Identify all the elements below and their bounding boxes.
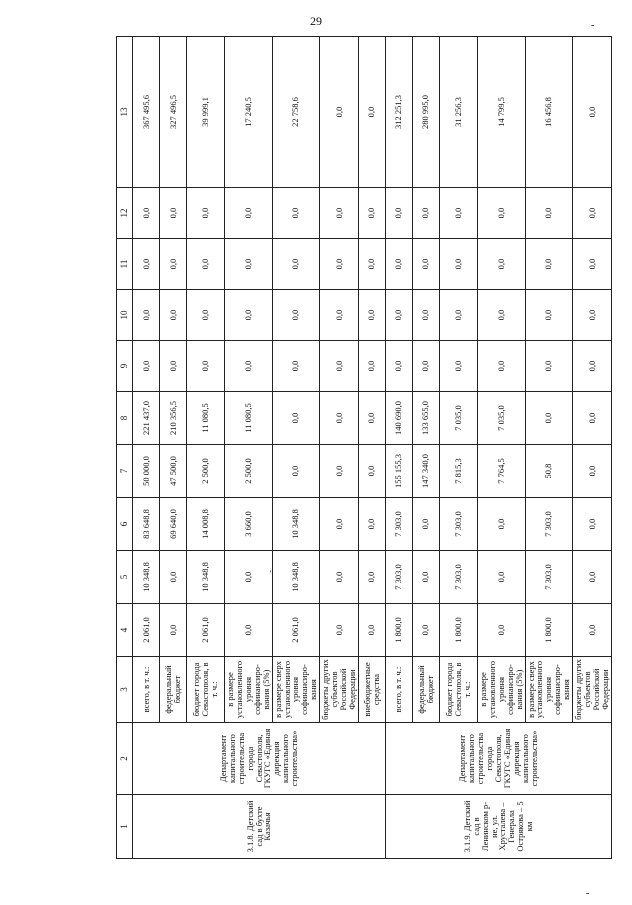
value-cell: 7 815,3: [439, 445, 477, 498]
value-cell: 0,0: [573, 392, 612, 445]
value-cell: 0,0: [439, 341, 477, 392]
value-cell: 0,0: [525, 392, 573, 445]
value-cell: 155 155,3: [385, 445, 412, 498]
margin-mark: -: [591, 20, 595, 31]
value-cell: 14 008,8: [187, 498, 225, 551]
value-cell: 0,0: [573, 239, 612, 290]
stray-mark: ': [270, 569, 272, 578]
value-cell: 0,0: [358, 188, 385, 239]
value-cell: 0,0: [133, 239, 160, 290]
funding-source-label: всего, в т. ч.:: [133, 657, 160, 723]
value-cell: 0,0: [320, 551, 359, 604]
column-header: 5: [117, 551, 133, 604]
value-cell: 50,8: [525, 445, 573, 498]
value-cell: 0,0: [525, 188, 573, 239]
value-cell: 2 061,0: [187, 604, 225, 657]
value-cell: 2 061,0: [272, 604, 320, 657]
value-cell: 11 080,5: [225, 392, 273, 445]
value-cell: 2 500,0: [187, 445, 225, 498]
funding-source-label: бюджеты других субъектов Российской Федерации: [320, 657, 359, 723]
funding-source-label: федеральный бюджет: [160, 657, 187, 723]
value-cell: 1 800,0: [385, 604, 412, 657]
value-cell: 280 995,0: [412, 37, 439, 188]
value-cell: 0,0: [385, 188, 412, 239]
value-cell: 0,0: [439, 290, 477, 341]
value-cell: 16 456,8: [525, 37, 573, 188]
value-cell: 0,0: [477, 188, 525, 239]
value-cell: 0,0: [187, 188, 225, 239]
value-cell: 83 648,8: [133, 498, 160, 551]
funding-source-label: в размере установленного уровня софинансиро-вания (5%): [225, 657, 273, 723]
value-cell: 0,0: [160, 551, 187, 604]
value-cell: 47 500,0: [160, 445, 187, 498]
value-cell: 0,0: [225, 188, 273, 239]
value-cell: 10 348,8: [133, 551, 160, 604]
value-cell: 0,0: [477, 604, 525, 657]
page-number: 29: [310, 14, 322, 28]
value-cell: 0,0: [385, 239, 412, 290]
value-cell: 0,0: [160, 604, 187, 657]
value-cell: 7 303,0: [525, 551, 573, 604]
value-cell: 0,0: [320, 239, 359, 290]
value-cell: 0,0: [573, 604, 612, 657]
value-cell: 7 303,0: [385, 498, 412, 551]
header-row: [117, 37, 133, 859]
value-cell: 0,0: [358, 290, 385, 341]
value-cell: 0,0: [477, 341, 525, 392]
column-header: 6: [117, 498, 133, 551]
value-cell: 10 348,8: [272, 551, 320, 604]
value-cell: 7 303,0: [439, 498, 477, 551]
value-cell: 0,0: [412, 290, 439, 341]
value-cell: 7 035,0: [439, 392, 477, 445]
value-cell: 0,0: [573, 188, 612, 239]
funding-source-label: в размере сверх установленного уровня софинансиро-вания: [272, 657, 320, 723]
value-cell: 3 660,0: [225, 498, 273, 551]
value-cell: 11 080,5: [187, 392, 225, 445]
value-cell: 0,0: [525, 290, 573, 341]
value-cell: 0,0: [358, 445, 385, 498]
value-cell: 0,0: [320, 392, 359, 445]
value-cell: 0,0: [320, 188, 359, 239]
value-cell: 0,0: [320, 37, 359, 188]
funding-source-label: федеральный бюджет: [412, 657, 439, 723]
column-header: 10: [117, 290, 133, 341]
value-cell: 0,0: [525, 341, 573, 392]
value-cell: 140 690,0: [385, 392, 412, 445]
value-cell: 39 999,1: [187, 37, 225, 188]
value-cell: 0,0: [272, 239, 320, 290]
value-cell: 0,0: [187, 239, 225, 290]
margin-mark: -: [586, 888, 590, 899]
value-cell: 0,0: [358, 498, 385, 551]
funding-source-label: внебюджетные средства: [358, 657, 385, 723]
funding-source-label: бюджет города Севастополя, в т. ч.:: [187, 657, 225, 723]
value-cell: 0,0: [133, 290, 160, 341]
value-cell: 0,0: [160, 239, 187, 290]
value-cell: 0,0: [385, 341, 412, 392]
value-cell: 69 640,0: [160, 498, 187, 551]
value-cell: 7 035,0: [477, 392, 525, 445]
value-cell: 147 340,0: [412, 445, 439, 498]
value-cell: 0,0: [358, 392, 385, 445]
department-cell: Департамент капитального строительства города Севастополя, ГКУГС «Единая дирекция капитального строительства»: [385, 723, 611, 795]
funding-source-label: всего, в т. ч.:: [385, 657, 412, 723]
value-cell: 0,0: [439, 239, 477, 290]
value-cell: 22 758,6: [272, 37, 320, 188]
column-header: 7: [117, 445, 133, 498]
value-cell: 0,0: [412, 188, 439, 239]
value-cell: 0,0: [187, 290, 225, 341]
value-cell: 0,0: [439, 188, 477, 239]
value-cell: 133 655,0: [412, 392, 439, 445]
value-cell: 0,0: [573, 498, 612, 551]
value-cell: 0,0: [358, 37, 385, 188]
value-cell: 0,0: [477, 290, 525, 341]
value-cell: 327 496,5: [160, 37, 187, 188]
value-cell: 0,0: [187, 341, 225, 392]
value-cell: 0,0: [320, 290, 359, 341]
funding-source-label: в размере установленного уровня софинансиро-вания (5%): [477, 657, 525, 723]
value-cell: 0,0: [477, 498, 525, 551]
column-header: 1: [117, 795, 133, 859]
value-cell: 0,0: [573, 341, 612, 392]
value-cell: 0,0: [358, 551, 385, 604]
value-cell: 0,0: [225, 341, 273, 392]
value-cell: 10 348,8: [187, 551, 225, 604]
table-row: [133, 37, 160, 859]
value-cell: 0,0: [272, 290, 320, 341]
value-cell: 17 240,5: [225, 37, 273, 188]
value-cell: 0,0: [573, 445, 612, 498]
value-cell: 0,0: [412, 239, 439, 290]
object-name-cell: 3.1.9. Детский сад в Ленинском р-не, ул. Хрусталева – Генерала Острякова – 5 км: [385, 795, 611, 859]
value-cell: 0,0: [160, 290, 187, 341]
value-cell: 0,0: [160, 341, 187, 392]
value-cell: 0,0: [573, 37, 612, 188]
value-cell: 7 764,5: [477, 445, 525, 498]
column-header: 4: [117, 604, 133, 657]
value-cell: 0,0: [133, 341, 160, 392]
value-cell: 2 500,0: [225, 445, 273, 498]
value-cell: 210 356,5: [160, 392, 187, 445]
value-cell: 0,0: [225, 551, 273, 604]
budget-table: [116, 36, 612, 859]
value-cell: 31 256,3: [439, 37, 477, 188]
value-cell: 7 303,0: [439, 551, 477, 604]
value-cell: 0,0: [358, 239, 385, 290]
object-name-cell: 3.1.8. Детский сад в бухте Казачья: [133, 795, 386, 859]
funding-source-label: в размере сверх установленного уровня софинансиро-вания: [525, 657, 573, 723]
value-cell: 50 000,0: [133, 445, 160, 498]
value-cell: 0,0: [225, 290, 273, 341]
value-cell: 0,0: [320, 498, 359, 551]
column-header: 8: [117, 392, 133, 445]
value-cell: 14 799,5: [477, 37, 525, 188]
column-header: 12: [117, 188, 133, 239]
value-cell: 0,0: [225, 604, 273, 657]
column-header: 2: [117, 723, 133, 795]
value-cell: 0,0: [412, 498, 439, 551]
funding-source-label: бюджет города Севастополя, в т. ч.:: [439, 657, 477, 723]
value-cell: 0,0: [133, 188, 160, 239]
value-cell: 312 251,3: [385, 37, 412, 188]
value-cell: 0,0: [358, 604, 385, 657]
value-cell: 0,0: [477, 551, 525, 604]
value-cell: 0,0: [412, 604, 439, 657]
table-row: [385, 37, 412, 859]
value-cell: 0,0: [272, 341, 320, 392]
value-cell: 0,0: [573, 551, 612, 604]
value-cell: 0,0: [272, 392, 320, 445]
department-cell: Департамент капитального строительства города Севастополя, ГКУГС «Единая дирекция капитального строительства»: [133, 723, 386, 795]
value-cell: 1 800,0: [439, 604, 477, 657]
value-cell: 0,0: [573, 290, 612, 341]
value-cell: 0,0: [320, 604, 359, 657]
value-cell: 2 061,0: [133, 604, 160, 657]
column-header: 3: [117, 657, 133, 723]
column-header: 13: [117, 37, 133, 188]
value-cell: 0,0: [320, 445, 359, 498]
table-container: [116, 37, 612, 859]
value-cell: 0,0: [272, 188, 320, 239]
value-cell: 0,0: [412, 341, 439, 392]
value-cell: 221 437,0: [133, 392, 160, 445]
column-header: 11: [117, 239, 133, 290]
value-cell: 0,0: [225, 239, 273, 290]
value-cell: 367 495,6: [133, 37, 160, 188]
funding-source-label: бюджеты других субъектов Российской Федерации: [573, 657, 612, 723]
value-cell: 10 348,8: [272, 498, 320, 551]
value-cell: 0,0: [412, 551, 439, 604]
column-header: 9: [117, 341, 133, 392]
table-body: [117, 37, 612, 859]
value-cell: 7 303,0: [525, 498, 573, 551]
value-cell: 0,0: [525, 239, 573, 290]
value-cell: 7 303,0: [385, 551, 412, 604]
value-cell: 0,0: [160, 188, 187, 239]
value-cell: 0,0: [477, 239, 525, 290]
value-cell: 1 800,0: [525, 604, 573, 657]
value-cell: 0,0: [385, 290, 412, 341]
value-cell: 0,0: [272, 445, 320, 498]
value-cell: 0,0: [320, 341, 359, 392]
value-cell: 0,0: [358, 341, 385, 392]
